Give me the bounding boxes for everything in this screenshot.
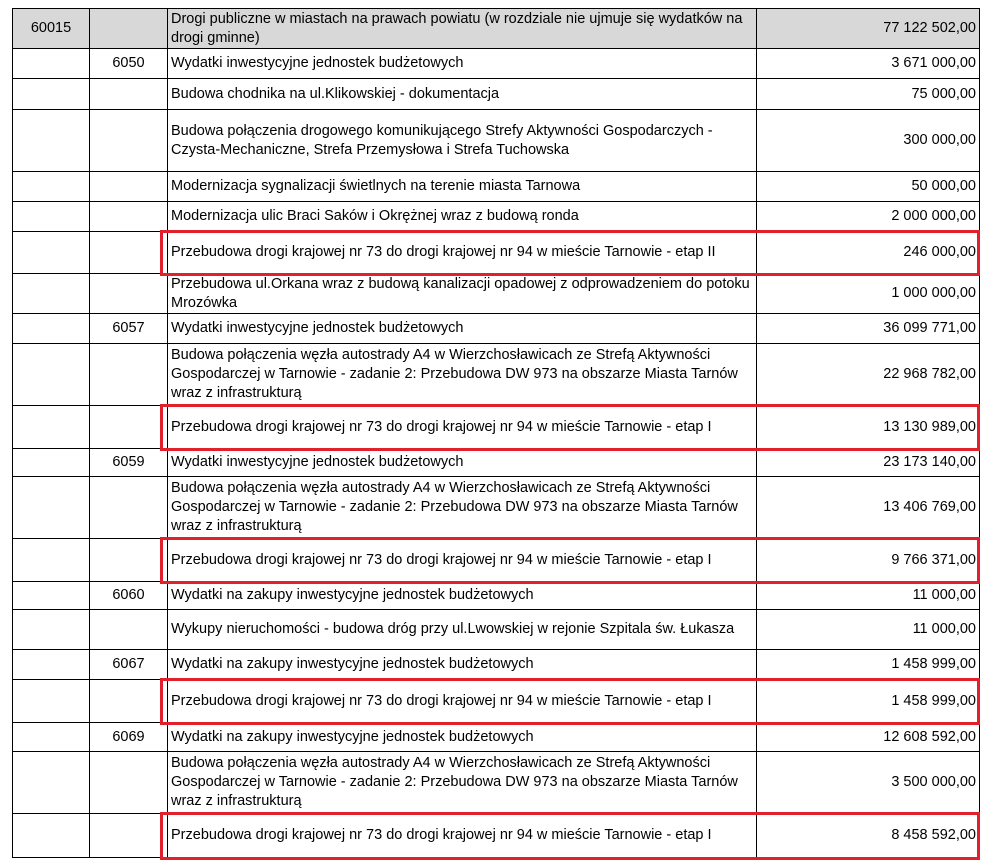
chapter-cell bbox=[13, 449, 90, 477]
description-cell: Budowa połączenia węzła autostrady A4 w Wierzchosławicach ze Strefą Aktywności Gospodarczej w Tarnowie - zadanie 2: Przebudowa DW 973 na obszarze Miasta Tarnów wraz z infrastrukturą bbox=[168, 477, 757, 539]
table-row-task bbox=[13, 232, 980, 274]
chapter-cell bbox=[13, 406, 90, 449]
description-cell: Przebudowa drogi krajowej nr 73 do drogi krajowej nr 94 w mieście Tarnowie - etap I bbox=[168, 680, 757, 723]
table-row-task bbox=[13, 610, 980, 650]
description-cell: Budowa połączenia węzła autostrady A4 w Wierzchosławicach ze Strefą Aktywności Gospodarczej w Tarnowie - zadanie 2: Przebudowa DW 973 na obszarze Miasta Tarnów wraz z infrastrukturą bbox=[168, 752, 757, 814]
paragraph-cell bbox=[90, 680, 168, 723]
table-row-task bbox=[13, 814, 980, 858]
chapter-cell bbox=[13, 650, 90, 680]
paragraph-cell bbox=[90, 79, 168, 110]
chapter-cell bbox=[13, 274, 90, 314]
amount-cell: 75 000,00 bbox=[757, 79, 980, 110]
amount-cell: 1 000 000,00 bbox=[757, 274, 980, 314]
description-cell: Budowa połączenia węzła autostrady A4 w Wierzchosławicach ze Strefą Aktywności Gospodarczej w Tarnowie - zadanie 2: Przebudowa DW 973 na obszarze Miasta Tarnów wraz z infrastrukturą bbox=[168, 344, 757, 406]
amount-cell: 3 671 000,00 bbox=[757, 49, 980, 79]
table-row-task bbox=[13, 680, 980, 723]
chapter-cell bbox=[13, 680, 90, 723]
description-cell: Modernizacja sygnalizacji świetlnych na terenie miasta Tarnowa bbox=[168, 172, 757, 202]
amount-cell: 8 458 592,00 bbox=[757, 814, 980, 858]
amount-cell: 50 000,00 bbox=[757, 172, 980, 202]
amount-cell: 12 608 592,00 bbox=[757, 723, 980, 752]
amount-cell: 11 000,00 bbox=[757, 582, 980, 610]
table-row-paragraph bbox=[13, 723, 980, 752]
table-row-task bbox=[13, 274, 980, 314]
table-row-task bbox=[13, 110, 980, 172]
table-row-task bbox=[13, 406, 980, 449]
amount-cell: 11 000,00 bbox=[757, 610, 980, 650]
amount-cell: 1 458 999,00 bbox=[757, 650, 980, 680]
chapter-cell bbox=[13, 814, 90, 858]
table-row-task bbox=[13, 202, 980, 232]
table-row-paragraph bbox=[13, 449, 980, 477]
amount-cell: 23 173 140,00 bbox=[757, 449, 980, 477]
chapter-cell bbox=[13, 723, 90, 752]
table-row-task bbox=[13, 539, 980, 582]
paragraph-cell bbox=[90, 344, 168, 406]
amount-cell: 3 500 000,00 bbox=[757, 752, 980, 814]
amount-cell: 2 000 000,00 bbox=[757, 202, 980, 232]
table-row-paragraph bbox=[13, 49, 980, 79]
chapter-cell bbox=[13, 314, 90, 344]
description-cell: Przebudowa drogi krajowej nr 73 do drogi krajowej nr 94 w mieście Tarnowie - etap I bbox=[168, 539, 757, 582]
description-cell: Wykupy nieruchomości - budowa dróg przy ul.Lwowskiej w rejonie Szpitala św. Łukasza bbox=[168, 610, 757, 650]
table-row-task bbox=[13, 344, 980, 406]
paragraph-cell bbox=[90, 610, 168, 650]
chapter-cell bbox=[13, 344, 90, 406]
chapter-cell bbox=[13, 110, 90, 172]
paragraph-cell: 6060 bbox=[90, 582, 168, 610]
amount-cell: 9 766 371,00 bbox=[757, 539, 980, 582]
description-cell: Wydatki na zakupy inwestycyjne jednostek budżetowych bbox=[168, 723, 757, 752]
description-cell: Wydatki na zakupy inwestycyjne jednostek budżetowych bbox=[168, 650, 757, 680]
paragraph-cell bbox=[90, 232, 168, 274]
table-row-paragraph bbox=[13, 314, 980, 344]
table-row-paragraph bbox=[13, 582, 980, 610]
chapter-cell: 60015 bbox=[13, 9, 90, 49]
paragraph-cell: 6057 bbox=[90, 314, 168, 344]
amount-cell: 246 000,00 bbox=[757, 232, 980, 274]
amount-cell: 300 000,00 bbox=[757, 110, 980, 172]
paragraph-cell bbox=[90, 814, 168, 858]
table-row-task bbox=[13, 172, 980, 202]
paragraph-cell bbox=[90, 406, 168, 449]
amount-cell: 77 122 502,00 bbox=[757, 9, 980, 49]
chapter-cell bbox=[13, 202, 90, 232]
paragraph-cell: 6069 bbox=[90, 723, 168, 752]
paragraph-cell bbox=[90, 477, 168, 539]
chapter-cell bbox=[13, 582, 90, 610]
chapter-cell bbox=[13, 752, 90, 814]
description-cell: Przebudowa drogi krajowej nr 73 do drogi krajowej nr 94 w mieście Tarnowie - etap I bbox=[168, 406, 757, 449]
paragraph-cell bbox=[90, 172, 168, 202]
chapter-cell bbox=[13, 539, 90, 582]
description-cell: Przebudowa drogi krajowej nr 73 do drogi krajowej nr 94 w mieście Tarnowie - etap II bbox=[168, 232, 757, 274]
paragraph-cell bbox=[90, 539, 168, 582]
description-cell: Wydatki inwestycyjne jednostek budżetowych bbox=[168, 49, 757, 79]
paragraph-cell: 6059 bbox=[90, 449, 168, 477]
paragraph-cell bbox=[90, 110, 168, 172]
amount-cell: 22 968 782,00 bbox=[757, 344, 980, 406]
description-cell: Wydatki inwestycyjne jednostek budżetowych bbox=[168, 314, 757, 344]
description-cell: Modernizacja ulic Braci Saków i Okrężnej wraz z budową ronda bbox=[168, 202, 757, 232]
paragraph-cell bbox=[90, 9, 168, 49]
table-row-paragraph bbox=[13, 650, 980, 680]
description-cell: Wydatki na zakupy inwestycyjne jednostek budżetowych bbox=[168, 582, 757, 610]
table-header-row bbox=[13, 9, 980, 49]
description-cell: Budowa połączenia drogowego komunikującego Strefy Aktywności Gospodarczych - Czysta-Mechaniczne, Strefa Przemysłowa i Strefa Tuchowska bbox=[168, 110, 757, 172]
description-cell: Budowa chodnika na ul.Klikowskiej - dokumentacja bbox=[168, 79, 757, 110]
description-cell: Drogi publiczne w miastach na prawach powiatu (w rozdziale nie ujmuje się wydatków na drogi gminne) bbox=[168, 9, 757, 49]
description-cell: Wydatki inwestycyjne jednostek budżetowych bbox=[168, 449, 757, 477]
description-cell: Przebudowa ul.Orkana wraz z budową kanalizacji opadowej z odprowadzeniem do potoku Mrozówka bbox=[168, 274, 757, 314]
paragraph-cell bbox=[90, 752, 168, 814]
budget-table-body bbox=[13, 9, 980, 858]
table-row-task bbox=[13, 79, 980, 110]
table-row-task bbox=[13, 752, 980, 814]
chapter-cell bbox=[13, 49, 90, 79]
amount-cell: 36 099 771,00 bbox=[757, 314, 980, 344]
table-row-task bbox=[13, 477, 980, 539]
chapter-cell bbox=[13, 172, 90, 202]
chapter-cell bbox=[13, 232, 90, 274]
paragraph-cell: 6050 bbox=[90, 49, 168, 79]
chapter-cell bbox=[13, 477, 90, 539]
chapter-cell bbox=[13, 610, 90, 650]
chapter-cell bbox=[13, 79, 90, 110]
amount-cell: 1 458 999,00 bbox=[757, 680, 980, 723]
description-cell: Przebudowa drogi krajowej nr 73 do drogi krajowej nr 94 w mieście Tarnowie - etap I bbox=[168, 814, 757, 858]
paragraph-cell: 6067 bbox=[90, 650, 168, 680]
paragraph-cell bbox=[90, 274, 168, 314]
paragraph-cell bbox=[90, 202, 168, 232]
amount-cell: 13 406 769,00 bbox=[757, 477, 980, 539]
amount-cell: 13 130 989,00 bbox=[757, 406, 980, 449]
budget-table bbox=[12, 8, 980, 858]
